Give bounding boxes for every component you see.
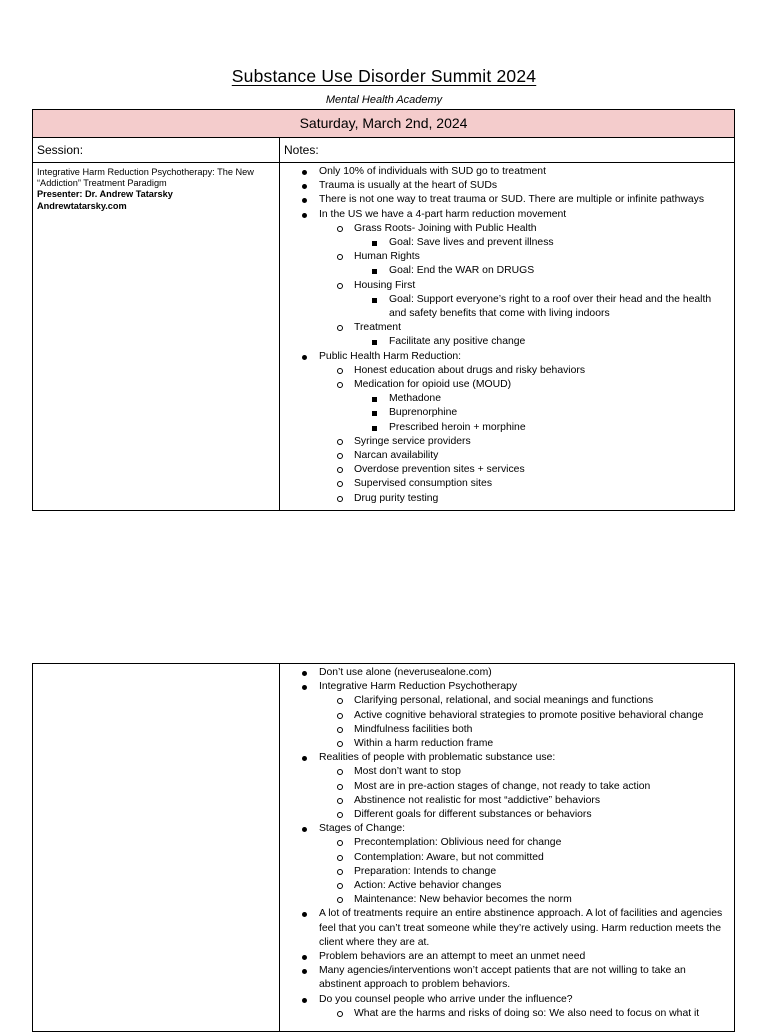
square-bullet-icon [372,426,377,431]
square-bullet-icon [372,411,377,416]
notes-table [32,109,735,511]
bullet-text: Goal: Support everyone’s right to a roof over their head and the health and safety benefits that come with living indoors [389,293,712,320]
circle-bullet-icon [337,897,343,903]
circle-bullet-icon [337,713,343,719]
bullet-text: Precontemplation: Oblivious need for change [354,837,562,849]
circle-bullet-icon [337,769,343,775]
bullet-item-level-2 [280,836,730,850]
bullet-text: Grass Roots- Joining with Public Health [354,222,537,234]
disc-bullet-icon [302,184,307,189]
bullet-text: Problem behaviors are an attempt to meet an unmet need [319,951,586,963]
bullet-text: There is not one way to treat trauma or SUD. There are multiple or infinite pathways [319,194,705,206]
bullet-item-level-3 [280,335,730,349]
bullet-item-level-2 [280,709,730,723]
bullet-item-level-2 [280,378,730,392]
bullet-text: Buprenorphine [389,407,458,419]
bullet-item-level-2 [280,893,730,907]
bullet-text: Contemplation: Aware, but not committed [354,851,544,863]
circle-bullet-icon [337,325,343,331]
bullet-text: Realities of people with problematic substance use: [319,752,556,764]
bullet-text: Goal: Save lives and prevent illness [389,237,554,249]
circle-bullet-icon [337,453,343,459]
disc-bullet-icon [302,756,307,761]
bullet-item-level-2 [280,851,730,865]
circle-bullet-icon [337,741,343,747]
bullet-item-level-1 [280,993,730,1007]
bullet-text: Abstinence not realistic for most “addictive” behaviors [354,794,601,806]
disc-bullet-icon [302,827,307,832]
bullet-item-level-2 [280,879,730,893]
circle-bullet-icon [337,368,343,374]
bullet-item-level-1 [280,193,730,207]
disc-bullet-icon [302,969,307,974]
notes-cell [280,163,735,511]
bullet-item-level-1 [280,950,730,964]
bullet-item-level-3 [280,392,730,406]
bullet-item-level-3 [280,236,730,250]
bullet-item-level-2 [280,865,730,879]
bullet-item-level-2 [280,250,730,264]
bullet-item-level-1 [280,208,730,222]
bullet-item-level-1 [280,964,730,992]
bullet-text: Within a harm reduction frame [354,738,494,750]
circle-bullet-icon [337,481,343,487]
bullet-text: Prescribed heroin + morphine [389,421,526,433]
bullet-text: Most are in pre-action stages of change, not ready to take action [354,780,651,792]
disc-bullet-icon [302,912,307,917]
square-bullet-icon [372,298,377,303]
bullet-text: Housing First [354,279,416,291]
bullet-text: Preparation: Intends to change [354,865,497,877]
bullet-text: Do you counsel people who arrive under the influence? [319,993,573,1005]
bullet-text: What are the harms and risks of doing so: We also need to focus on what it [354,1007,700,1019]
bullet-item-level-3 [280,421,730,435]
bullet-text: Many agencies/interventions won’t accept patients that are not willing to take an abstinent approach to problem behaviors. [319,965,686,991]
bullet-text: Facilitate any positive change [389,336,526,348]
bullet-text: Treatment [354,322,401,334]
circle-bullet-icon [337,855,343,861]
bullet-item-level-2 [280,808,730,822]
bullet-text: A lot of treatments require an entire abstinence approach. A lot of facilities and agencies feel that you can’t treat someone while they’re actively using. Harm reduction meets the client where they are at. [319,908,723,948]
bullet-item-level-3 [280,264,730,278]
bullet-text: Narcan availability [354,450,439,462]
bullet-text: Different goals for different substances or behaviors [354,809,592,821]
bullet-text: Supervised consumption sites [354,478,493,490]
bullet-item-level-2 [280,463,730,477]
circle-bullet-icon [337,1011,343,1017]
bullet-text: Integrative Harm Reduction Psychotherapy [319,681,518,693]
disc-bullet-icon [302,198,307,203]
circle-bullet-icon [337,784,343,790]
bullet-item-level-1 [280,165,730,179]
circle-bullet-icon [337,727,343,733]
session-cell-empty [33,664,280,1032]
bullet-item-level-1 [280,350,730,364]
disc-bullet-icon [302,671,307,676]
circle-bullet-icon [337,496,343,502]
bullet-text: Syringe service providers [354,435,471,447]
disc-bullet-icon [302,998,307,1003]
bullet-item-level-2 [280,794,730,808]
notes-cell [280,664,735,1032]
session-presenter: Presenter: Dr. Andrew Tatarsky [37,189,173,200]
square-bullet-icon [372,397,377,402]
circle-bullet-icon [337,869,343,875]
bullet-item-level-2 [280,737,730,751]
bullet-text: Active cognitive behavioral strategies to promote positive behavioral change [354,709,704,721]
notes-header: Notes: [280,138,735,163]
disc-bullet-icon [302,213,307,218]
bullet-item-level-1 [280,680,730,694]
circle-bullet-icon [337,883,343,889]
bullet-item-level-3 [280,406,730,420]
bullet-text: Trauma is usually at the heart of SUDs [319,180,498,192]
bullet-text: Honest education about drugs and risky behaviors [354,364,586,376]
bullet-text: Methadone [389,393,441,405]
circle-bullet-icon [337,698,343,704]
bullet-item-level-1 [280,179,730,193]
square-bullet-icon [372,269,377,274]
circle-bullet-icon [337,439,343,445]
bullet-item-level-2 [280,435,730,449]
bullet-item-level-2 [280,279,730,293]
circle-bullet-icon [337,254,343,260]
bullet-text: Clarifying personal, relational, and social meanings and functions [354,695,654,707]
bullet-item-level-2 [280,492,730,506]
session-name: Integrative Harm Reduction Psychotherapy: The New “Addiction” Treatment Paradigm [37,167,254,189]
bullet-text: Stages of Change: [319,823,406,835]
session-website: Andrewtatarsky.com [37,200,127,211]
bullet-item-level-2 [280,477,730,491]
bullet-text: Medication for opioid use (MOUD) [354,379,512,391]
bullet-text: Most don’t want to stop [354,766,461,778]
bullet-text: Action: Active behavior changes [354,880,502,892]
bullet-item-level-1 [280,751,730,765]
circle-bullet-icon [337,382,343,388]
bullet-item-level-3 [280,293,730,321]
date-header: Saturday, March 2nd, 2024 [33,110,735,138]
bullet-text: Human Rights [354,251,420,263]
bullet-item-level-2 [280,694,730,708]
bullet-text: Maintenance: New behavior becomes the norm [354,894,572,906]
document-subtitle: Mental Health Academy [325,94,443,106]
bullet-text: Overdose prevention sites + services [354,464,525,476]
square-bullet-icon [372,340,377,345]
bullet-item-level-2 [280,765,730,779]
bullet-item-level-2 [280,1007,730,1021]
circle-bullet-icon [337,226,343,232]
circle-bullet-icon [337,283,343,289]
square-bullet-icon [372,241,377,246]
bullet-item-level-1 [280,822,730,836]
circle-bullet-icon [337,840,343,846]
disc-bullet-icon [302,955,307,960]
disc-bullet-icon [302,355,307,360]
bullet-text: Drug purity testing [354,492,439,504]
bullet-item-level-1 [280,666,730,680]
session-header: Session: [33,138,280,163]
bullet-text: Only 10% of individuals with SUD go to treatment [319,166,546,177]
circle-bullet-icon [337,798,343,804]
bullet-item-level-1 [280,907,730,950]
notes-list [280,666,730,1021]
document-title: Substance Use Disorder Summit 2024 [231,66,537,86]
notes-list [280,165,730,506]
bullet-text: In the US we have a 4-part harm reduction movement [319,208,567,220]
bullet-item-level-2 [280,780,730,794]
notes-table-continued [32,663,735,1032]
circle-bullet-icon [337,467,343,473]
bullet-item-level-2 [280,222,730,236]
bullet-item-level-2 [280,723,730,737]
bullet-item-level-2 [280,449,730,463]
circle-bullet-icon [337,812,343,818]
bullet-text: Goal: End the WAR on DRUGS [389,265,535,277]
session-cell [33,163,280,511]
bullet-text: Public Health Harm Reduction: [319,350,462,362]
disc-bullet-icon [302,170,307,175]
bullet-text: Don’t use alone (neverusealone.com) [319,667,492,678]
bullet-item-level-2 [280,364,730,378]
disc-bullet-icon [302,685,307,690]
bullet-text: Mindfulness facilities both [354,723,473,735]
bullet-item-level-2 [280,321,730,335]
